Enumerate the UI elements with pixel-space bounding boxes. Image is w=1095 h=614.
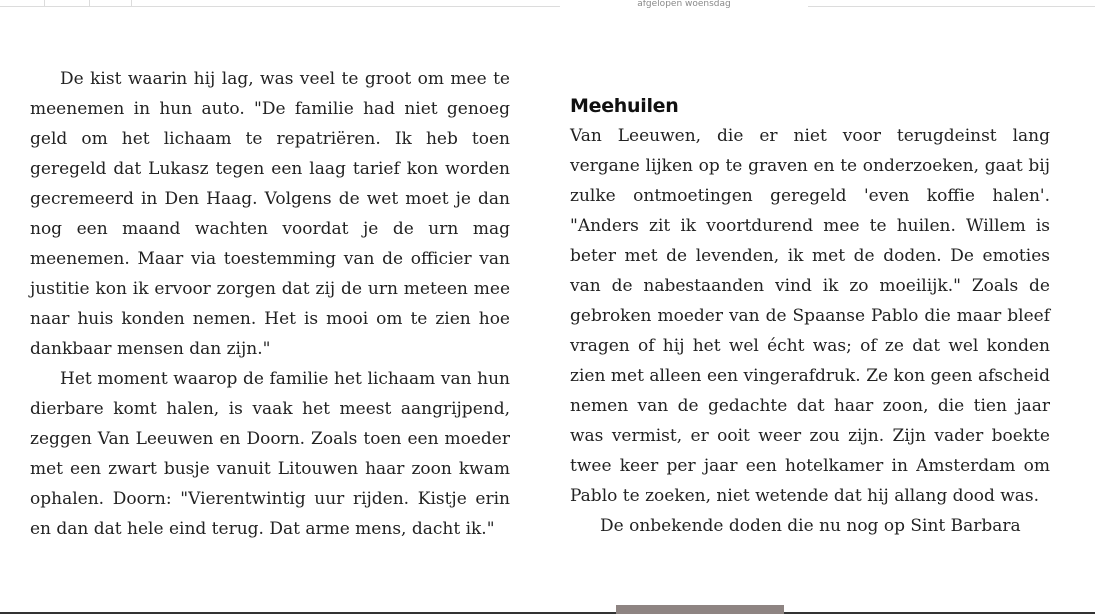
article-left-column bbox=[30, 64, 510, 544]
top-toolbar bbox=[0, 0, 1095, 7]
toolbar-tab-divider bbox=[89, 0, 90, 6]
paragraph: De kist waarin hij lag, was veel te groot om mee te meenemen in hun auto. "De familie had niet genoeg geld om het lichaam te repatriëren. Ik heb toen geregeld dat Lukasz tegen een laag tarief kon worden gecremeerd in Den Haag. Volgens de wet moet je dan nog een maand wachten voordat je de urn mag meenemen. Maar via toestemming van de officier van justitie kon ik ervoor zorgen dat zij de urn meteen mee naar huis konden nemen. Het is mooi om te zien hoe dankbaar mensen dan zijn." bbox=[30, 69, 510, 359]
toolbar-tab-divider bbox=[131, 0, 132, 6]
toolbar-tab-divider bbox=[44, 0, 45, 6]
article-right-column bbox=[570, 94, 1050, 541]
paragraph: De onbekende doden die nu nog op Sint Barbara bbox=[600, 516, 1021, 536]
image-thumbnail-edge[interactable] bbox=[616, 605, 784, 614]
section-heading: Meehuilen bbox=[570, 95, 679, 117]
paragraph: Het moment waarop de familie het lichaam van hun dierbare komt halen, is vaak het meest aangrijpend, zeggen Van Leeuwen en Doorn. Zoals toen een moeder met een zwart busje vanuit Litouwen haar zoon kwam ophalen. Doorn: "Vierentwintig uur rijden. Kistje erin en dan dat hele eind terug. Dat arme mens, dacht ik." bbox=[30, 369, 510, 539]
date-label: afgelopen woensdag bbox=[560, 0, 808, 10]
paragraph: Van Leeuwen, die er niet voor terugdeinst lang vergane lijken op te graven en te onderzoeken, gaat bij zulke ontmoetingen geregeld 'even koffie halen'. "Anders zit ik voortdurend mee te huilen. Willem is beter met de levenden, ik met de doden. De emoties van de nabestaanden vind ik zo moeilijk." Zoals de gebroken moeder van de Spaanse Pablo die maar bleef vragen of hij het wel écht was; of ze dat wel konden zien met alleen een vingerafdruk. Ze kon geen afscheid nemen van de gedachte dat haar zoon, die tien jaar was vermist, er ooit weer zou zijn. Zijn vader boekte twee keer per jaar een hotelkamer in Amsterdam om Pablo te zoeken, niet wetende dat hij allang dood was. bbox=[570, 126, 1050, 506]
